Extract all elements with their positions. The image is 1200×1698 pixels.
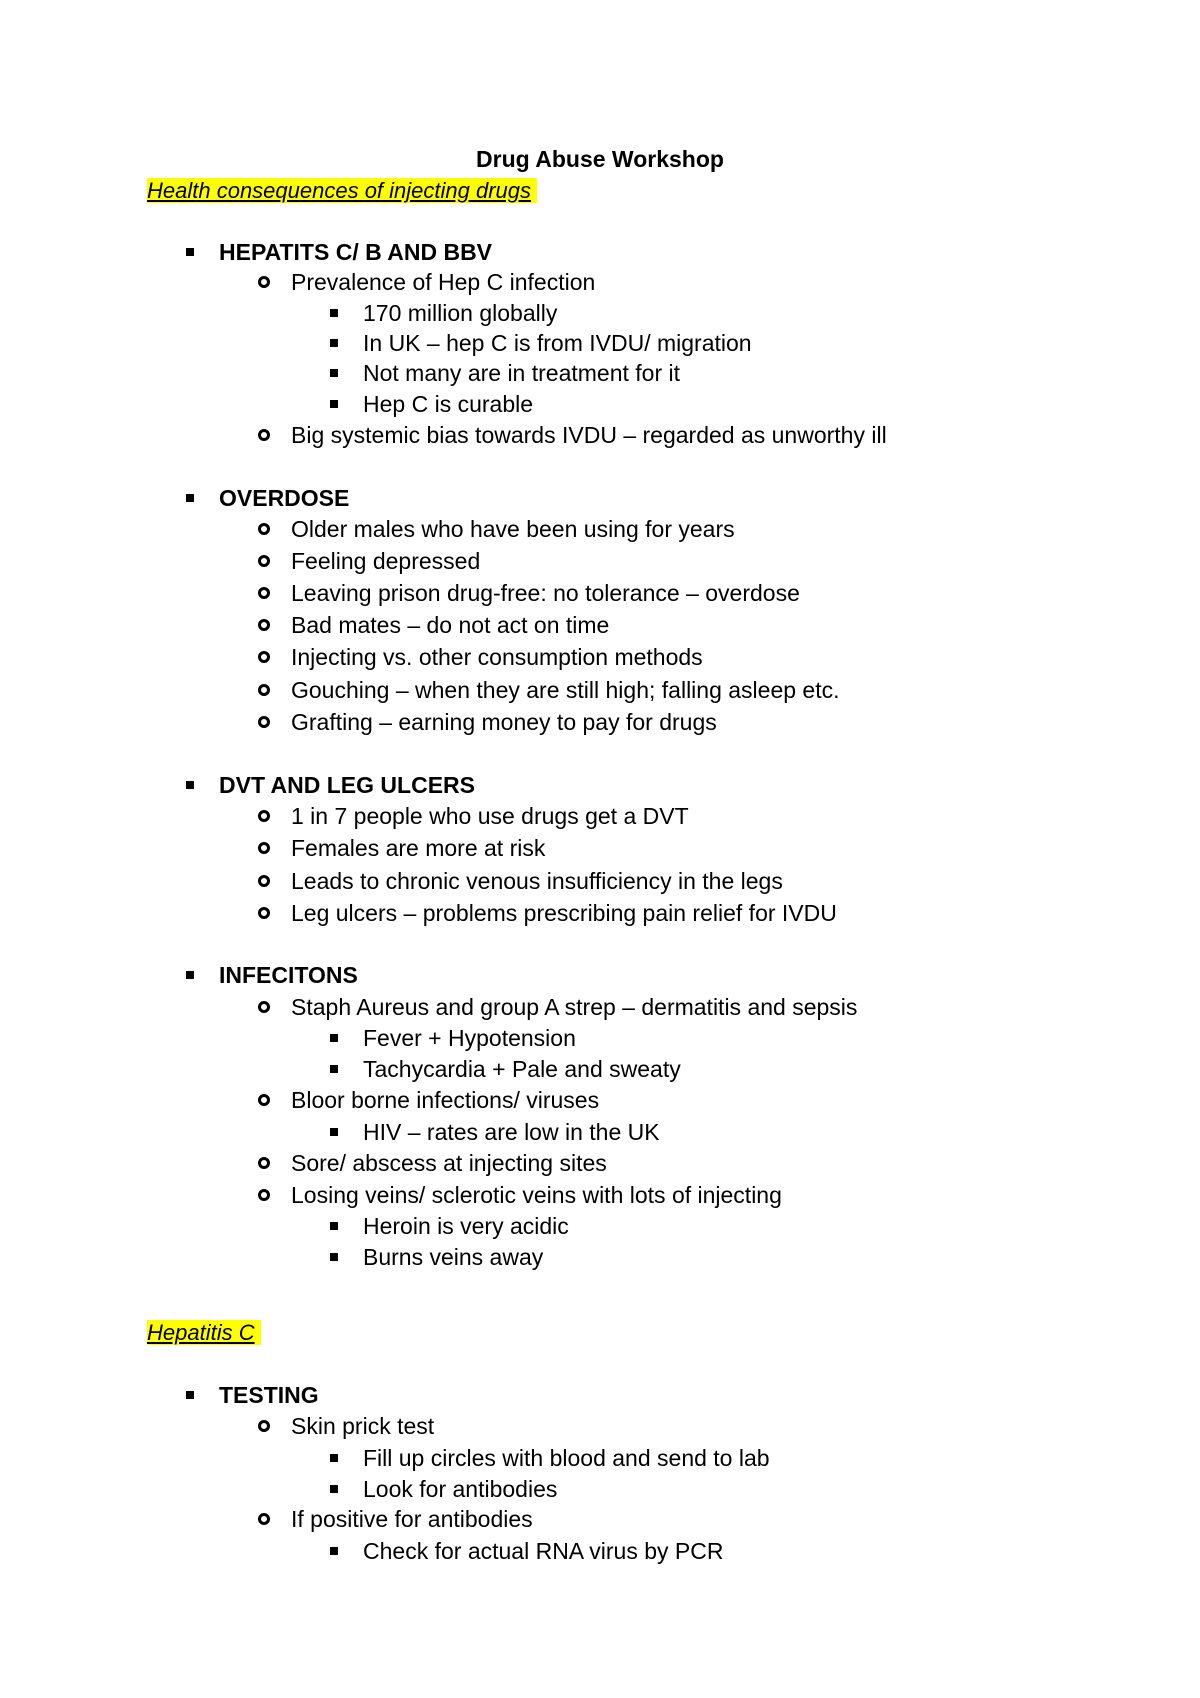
circle-bullet-icon [258,1180,270,1210]
section-heading-hepatitis-c: Hepatitis C [147,1319,261,1346]
circle-bullet-icon [258,514,270,544]
square-bullet-icon [186,770,194,800]
square-bullet-icon [330,1054,338,1084]
square-bullet-icon [186,237,194,267]
square-bullet-icon [330,1474,338,1504]
circle-bullet-icon [258,546,270,576]
square-bullet-icon [330,1211,338,1241]
section-heading-health-consequences: Health consequences of injecting drugs [147,177,537,204]
circle-bullet-icon [258,898,270,928]
square-bullet-icon [330,389,338,419]
circle-bullet-icon [258,610,270,640]
square-bullet-icon [330,1117,338,1147]
circle-bullet-icon [258,420,270,450]
circle-bullet-icon [258,833,270,863]
circle-bullet-icon [258,675,270,705]
square-bullet-icon [186,1380,194,1410]
circle-bullet-icon [258,992,270,1022]
square-bullet-icon [330,328,338,358]
square-bullet-icon [330,298,338,328]
circle-bullet-icon [258,707,270,737]
square-bullet-icon [186,483,194,513]
circle-bullet-icon [258,801,270,831]
circle-bullet-icon [258,267,270,297]
circle-bullet-icon [258,642,270,672]
circle-bullet-icon [258,1504,270,1534]
circle-bullet-icon [258,578,270,608]
circle-bullet-icon [258,1148,270,1178]
square-bullet-icon [330,1023,338,1053]
document-title: Drug Abuse Workshop [476,146,724,172]
square-bullet-icon [330,1242,338,1272]
document-page: Drug Abuse Workshop Health consequences of injecting drugs HEPATITS C/ B AND BBV Prevalence of Hep C infection 170 million globally In UK – hep C is from IVDU/ migration Not many are in treatment for it Hep C is curable Big systemic bias towards IVDU – regarded as unworthy ill OVERDOSE Older males who have been using for years Feeling depressed Leaving prison drug-free: no tolerance – overdose Bad mates – do not act on time Injecting vs. other consumption methods Gouching – when they are still high; falling asleep etc. Grafting – earning money to pay for drugs DVT AND LEG ULCERS 1 in 7 people who use drugs get a DVT Females are more at risk Leads to chronic venous insufficiency in the legs Leg ulcers – problems prescribing pain relief for IVDU INFECITONS Staph Aureus and group A strep – dermatitis and sepsis Fever + Hypotension Tachycardia + Pale and sweaty Bloor borne infections/ viruses HIV – rates are low in the UK Sore/ abscess at injecting sites Losing veins/ sclerotic veins with lots of injecting Heroin is very acidic Burns veins away Hepatitis C TESTING Skin prick test Fill up circles with blood and send to lab Look for antibodies If positive for antibodies Check for actual RNA virus by PCR [0,0,1200,1698]
circle-bullet-icon [258,866,270,896]
circle-bullet-icon [258,1411,270,1441]
square-bullet-icon [330,1443,338,1473]
square-bullet-icon [330,1536,338,1566]
square-bullet-icon [186,960,194,990]
circle-bullet-icon [258,1085,270,1115]
square-bullet-icon [330,358,338,388]
